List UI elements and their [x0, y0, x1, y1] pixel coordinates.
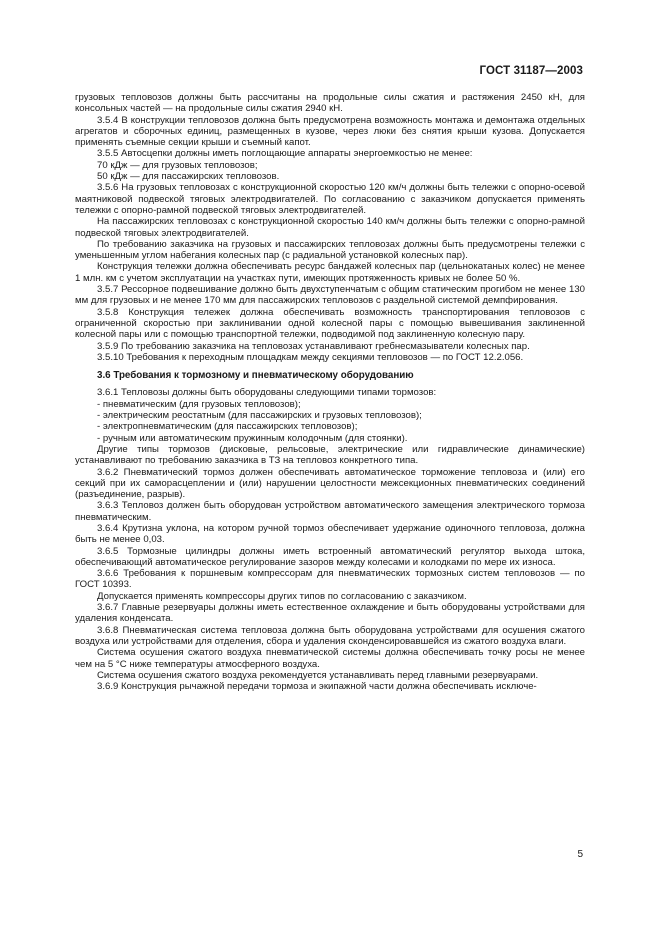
- paragraph: Допускается применять компрессоры других типов по согласованию с заказчиком.: [97, 590, 467, 602]
- paragraph: Система осушения сжатого воздуха рекомендуется устанавливать перед главными резервуарами.: [97, 669, 539, 681]
- paragraph: 3.6.4 Крутизна уклона, на котором ручной тормоз обеспечивает удержание одиночного тепловоза, должна быть не менее 0,03.: [75, 522, 585, 546]
- paragraph: - электропневматическим (для пассажирских тепловозов);: [97, 421, 358, 433]
- paragraph: Конструкция тележки должна обеспечивать ресурс бандажей колесных пар (цельнокатаных колес) не менее 1 млн. км с учетом эксплуатации на участках пути, имеющих протяженность кривых не более 50 %.: [75, 261, 585, 284]
- paragraph: 3.6.5 Тормозные цилиндры должны иметь встроенный автоматический регулятор выхода штока, обеспечивающий автоматическое регулирование зазоров между колесами и колодками по мере их износа.: [75, 545, 585, 568]
- paragraph: - ручным или автоматическим пружинным колодочным (для стоянки).: [97, 432, 408, 444]
- document-body: [75, 92, 585, 692]
- paragraph: 3.5.6 На грузовых тепловозах с конструкционной скоростью 120 км/ч должны быть тележки с опорно-осевой маятниковой подвеской тяговых электродвигателей. По согласованию с заказчиком допускается применять тележки с опорно-рамной подвеской тяговых электродвигателей.: [75, 182, 585, 216]
- paragraph: 3.6.1 Тепловозы должны быть оборудованы следующими типами тормозов:: [97, 387, 437, 399]
- paragraph: 3.6.7 Главные резервуары должны иметь естественное охлаждение и быть оборудованы устройствами для удаления конденсата.: [75, 602, 585, 625]
- paragraph: 3.6.2 Пневматический тормоз должен обеспечивать автоматическое торможение тепловоза и (или) его секций при их саморасцеплении и (или) нарушении целостности межсекционных пневматических соединений (разъединение, разрыв).: [75, 466, 585, 501]
- paragraph: - электрическим реостатным (для пассажирских и грузовых тепловозов);: [97, 410, 422, 422]
- paragraph: 3.6.8 Пневматическая система тепловоза должна быть оборудована устройствами для осушения сжатого воздуха или устройствами для отделения, сбора и удаления сконденсировавшейся из сжатого воздуха влаги.: [75, 624, 585, 647]
- paragraph: 3.6.9 Конструкция рычажной передачи тормоза и экипажной части должна обеспечивать исключе-: [97, 681, 537, 693]
- paragraph: 3.5.4 В конструкции тепловозов должна быть предусмотрена возможность монтажа и демонтажа отдельных агрегатов и сборочных единиц, размещенных в кузове, через люки без снятия крыши кузова. Допускается применять съемные секции крыши и съемный капот.: [75, 114, 585, 149]
- paragraph: 3.5.10 Требования к переходным площадкам между секциями тепловозов — по ГОСТ 12.2.056.: [97, 351, 524, 363]
- paragraph: 3.5.5 Автосцепки должны иметь поглощающие аппараты энергоемкостью не менее:: [97, 148, 473, 160]
- paragraph: 70 кДж — для грузовых тепловозов;: [97, 159, 258, 171]
- paragraph: 3.6.3 Тепловоз должен быть оборудован устройством автоматического замещения электрического тормоза пневматическим.: [75, 500, 585, 523]
- paragraph: 3.5.8 Конструкция тележек должна обеспечивать возможность транспортирования тепловозов с ограниченной скоростью при заклинивании одной колесной пары с помощью вывешивания заклиненной колесной пары или с помощью транспортной тележки, подводимой под заклиненную колесную пару.: [75, 306, 585, 341]
- page-number: 5: [577, 849, 583, 860]
- paragraph: 3.5.9 По требованию заказчика на тепловозах устанавливают гребнесмазыватели колесных пар.: [97, 340, 530, 352]
- paragraph: грузовых тепловозов должны быть рассчитаны на продольные силы сжатия и растяжения 2450 кН, для консольных частей — на продольные силы сжатия 2940 кН.: [75, 92, 585, 115]
- section-heading: 3.6 Требования к тормозному и пневматическому оборудованию: [97, 370, 414, 382]
- paragraph: Другие типы тормозов (дисковые, рельсовые, электрические или гидравлические динамические) устанавливают по требованию заказчика в ТЗ на тепловоз конкретного типа.: [75, 443, 585, 467]
- document-header: ГОСТ 31187—2003: [479, 65, 583, 77]
- paragraph: На пассажирских тепловозах с конструкционной скоростью 140 км/ч должны быть тележки с опорно-рамной подвеской тяговых электродвигателей.: [75, 216, 585, 239]
- paragraph: 3.5.7 Рессорное подвешивание должно быть двухступенчатым с общим статическим прогибом не менее 130 мм для грузовых и не менее 170 мм для пассажирских тепловозов с раздельной системой демпфирования.: [75, 284, 585, 307]
- paragraph: 50 кДж — для пассажирских тепловозов.: [97, 171, 280, 183]
- paragraph: - пневматическим (для грузовых тепловозов);: [97, 398, 301, 410]
- paragraph: Система осушения сжатого воздуха пневматической системы должна обеспечивать точку росы не менее чем на 5 °С ниже температуры атмосферного воздуха.: [75, 647, 585, 670]
- paragraph: 3.6.6 Требования к поршневым компрессорам для пневматических тормозных систем тепловозов — по ГОСТ 10393.: [75, 568, 585, 591]
- paragraph: По требованию заказчика на грузовых и пассажирских тепловозах должны быть предусмотрены тележки с уменьшенным углом набегания колесных пар (с радиальной установкой колесных пар).: [75, 238, 585, 262]
